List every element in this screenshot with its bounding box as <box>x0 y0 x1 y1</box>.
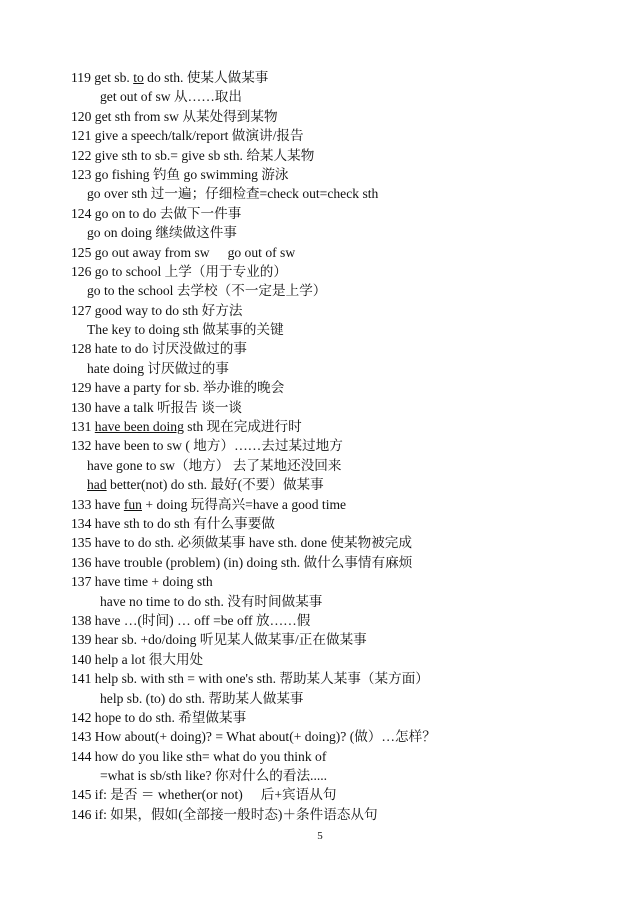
phrase-line <box>0 378 640 397</box>
phrase-text: + doing 玩得高兴=have a good time <box>141 496 347 512</box>
phrase-text: 141 help sb. with sth = with one's sth. 帮助某人某事（某方面） <box>71 671 429 687</box>
phrase-text: 129 have a party for sb. 举办谁的晚会 <box>71 380 285 396</box>
phrase-line <box>0 436 640 455</box>
phrase-line <box>0 708 640 727</box>
phrase-line <box>0 805 640 824</box>
phrase-line <box>0 533 640 552</box>
phrase-text: The key to doing sth 做某事的关键 <box>87 322 284 338</box>
phrase-text: 后+宾语从句 <box>260 787 337 803</box>
phrase-line <box>0 281 640 300</box>
phrase-line <box>0 514 640 533</box>
underlined-term: have been doing <box>94 419 184 435</box>
phrase-line <box>0 475 640 494</box>
phrase-line <box>0 785 640 804</box>
phrase-line <box>0 572 640 591</box>
phrase-line <box>0 689 640 708</box>
phrase-line <box>0 262 640 281</box>
phrase-text: 125 go out away from sw <box>71 244 210 260</box>
phrase-line <box>0 592 640 611</box>
phrase-line <box>0 669 640 688</box>
phrase-line <box>0 611 640 630</box>
underlined-term: fun <box>123 496 142 512</box>
phrase-line <box>0 495 640 514</box>
phrase-line <box>0 553 640 572</box>
phrase-line <box>0 417 640 436</box>
phrase-line <box>0 320 640 339</box>
phrase-text: go to the school 去学校（不一定是上学） <box>87 283 327 299</box>
phrase-text: 140 help a lot 很大用处 <box>71 651 204 667</box>
phrase-text: go on doing 继续做这件事 <box>87 225 237 241</box>
phrase-text: 123 go fishing 钓鱼 go swimming 游泳 <box>71 166 289 182</box>
phrase-line <box>0 126 640 145</box>
phrase-line <box>0 301 640 320</box>
phrase-text: 119 get sb. <box>71 70 134 85</box>
phrase-text: 145 if: 是否 ＝ whether(or not) <box>71 787 243 803</box>
phrase-text: 134 have sth to do sth 有什么事要做 <box>71 515 275 531</box>
phrase-line <box>0 766 640 785</box>
phrase-text: 136 have trouble (problem) (in) doing sth. 做什么事情有麻烦 <box>71 554 413 570</box>
phrase-text: 122 give sth to sb.= give sb sth. 给某人某物 <box>71 147 315 163</box>
phrase-text: 132 have been to sw ( 地方）……去过某过地方 <box>71 438 343 454</box>
phrase-line <box>0 107 640 126</box>
phrase-text: 120 get sth from sw 从某处得到某物 <box>71 108 278 124</box>
phrase-text: 131 <box>71 419 95 435</box>
phrase-text: 139 hear sb. +do/doing 听见某人做某事/正在做某事 <box>71 632 367 648</box>
phrase-line <box>0 630 640 649</box>
phrase-text: 130 have a talk 听报告 谈一谈 <box>71 399 243 415</box>
phrase-text: 135 have to do sth. 必须做某事 have sth. done 使某物被完成 <box>71 535 412 551</box>
phrase-text: get out of sw 从……取出 <box>100 89 242 105</box>
phrase-line <box>0 165 640 184</box>
phrase-line <box>0 243 640 262</box>
phrase-line <box>0 204 640 223</box>
phrase-list <box>0 68 640 824</box>
phrase-text: 137 have time + doing sth <box>71 574 213 590</box>
phrase-line <box>0 146 640 165</box>
phrase-text: have gone to sw（地方） 去了某地还没回来 <box>87 457 342 473</box>
phrase-line <box>0 184 640 203</box>
underlined-term: had <box>87 477 107 493</box>
phrase-line <box>0 727 640 746</box>
phrase-text: go out of sw <box>227 244 296 260</box>
phrase-text: 142 hope to do sth. 希望做某事 <box>71 709 247 725</box>
phrase-line <box>0 398 640 417</box>
phrase-text: 126 go to school 上学（用于专业的） <box>71 263 287 279</box>
phrase-text: help sb. (to) do sth. 帮助某人做某事 <box>100 690 304 706</box>
phrase-text: sth 现在完成进行时 <box>183 419 302 435</box>
underlined-term: to <box>133 70 144 85</box>
phrase-line <box>0 339 640 358</box>
phrase-line <box>0 456 640 475</box>
phrase-text: =what is sb/sth like? 你对什么的看法..... <box>100 768 328 784</box>
phrase-text: 133 have <box>71 496 124 512</box>
phrase-text: 121 give a speech/talk/report 做演讲/报告 <box>71 128 304 144</box>
phrase-line <box>0 68 640 87</box>
phrase-text: hate doing 讨厌做过的事 <box>87 360 229 376</box>
phrase-line <box>0 747 640 766</box>
phrase-text: do sth. 使某人做某事 <box>143 70 269 85</box>
phrase-text: better(not) do sth. 最好(不要）做某事 <box>106 477 324 493</box>
page-number: 5 <box>317 830 323 842</box>
phrase-text: go over sth 过一遍；仔细检查=check out=check sth <box>87 186 379 202</box>
phrase-line <box>0 359 640 378</box>
phrase-text: 144 how do you like sth= what do you think of <box>71 748 327 764</box>
phrase-line <box>0 223 640 242</box>
phrase-text: have no time to do sth. 没有时间做某事 <box>100 593 323 609</box>
phrase-text: 124 go on to do 去做下一件事 <box>71 205 242 221</box>
phrase-line <box>0 650 640 669</box>
phrase-text: 143 How about(+ doing)? = What about(+ doing)? (做）…怎样？ <box>71 729 436 745</box>
phrase-text: 128 hate to do 讨厌没做过的事 <box>71 341 247 357</box>
phrase-line <box>0 87 640 106</box>
phrase-text: 138 have …(时间) … off =be off 放……假 <box>71 612 311 628</box>
phrase-text: 146 if: 如果，假如(全部接一般时态)＋条件语态从句 <box>71 806 378 822</box>
phrase-text: 127 good way to do sth 好方法 <box>71 302 243 318</box>
